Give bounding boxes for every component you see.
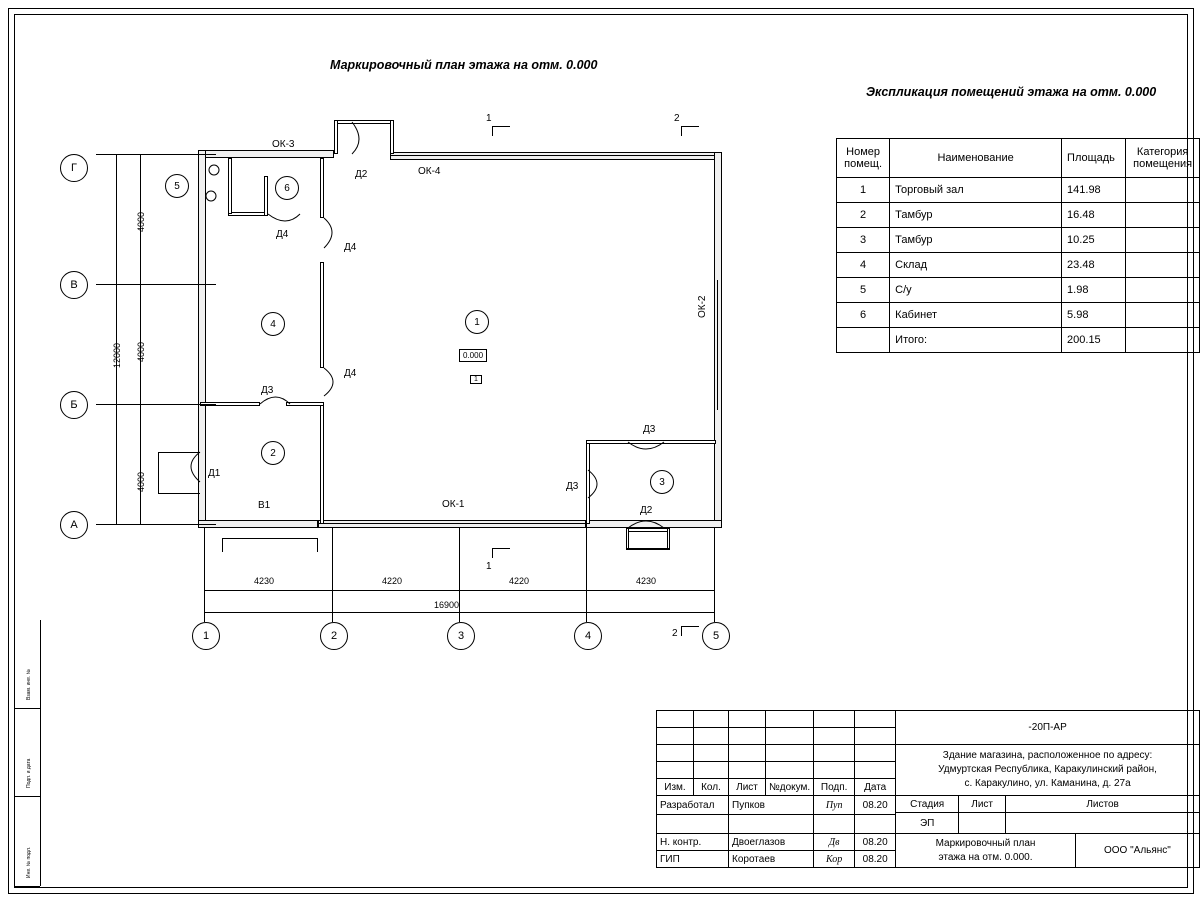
table-row [837, 253, 1200, 278]
cell-area: 10.25 [1062, 228, 1126, 253]
table-row [837, 278, 1200, 303]
label-door-d4-c: Д4 [344, 368, 357, 379]
name-0: Пупков [729, 796, 814, 815]
dim-bottom-3: 4220 [509, 576, 530, 586]
plan-title: Маркировочный план этажа на отм. 0.000 [330, 58, 598, 72]
section-mark-1-bottom: 1 [486, 561, 492, 572]
company-name: ООО "Альянс" [1075, 834, 1199, 868]
axis-bubble-b: Б [60, 391, 88, 419]
room-bubble-3: 3 [650, 470, 674, 494]
cell-kat [1126, 278, 1200, 303]
sign-0: Пуп [814, 796, 855, 815]
cell-number: 2 [837, 203, 890, 228]
col-kol: Кол. [694, 779, 729, 796]
cell-number: 5 [837, 278, 890, 303]
dim-b-t3 [459, 585, 460, 595]
label-gate-v1: В1 [258, 500, 271, 511]
section-line-1-top [492, 126, 493, 136]
role-1 [657, 815, 729, 834]
label-ok2: ОК-2 [697, 295, 708, 318]
section-line-2-bottom [681, 626, 682, 636]
cell-number: 6 [837, 303, 890, 328]
table-row [837, 303, 1200, 328]
explication-table [836, 138, 1200, 353]
name-2: Двоеглазов [729, 834, 814, 851]
axis-bubble-3: 3 [447, 622, 475, 650]
stamp-row-ncontr [657, 834, 1200, 851]
object-line-2: с. Каракулино, ул. Каманина, д. 27а [964, 778, 1131, 789]
cell-number: 3 [837, 228, 890, 253]
dim-total-line [204, 612, 714, 613]
axis-ext-3 [459, 528, 460, 622]
dim-bottom-2: 4220 [382, 576, 403, 586]
dim-left-total-line [116, 154, 117, 524]
cell-number: 4 [837, 253, 890, 278]
stamp-row-developer [657, 796, 1200, 815]
cell-name: Кабинет [890, 303, 1062, 328]
th-kat: Категория помещения [1126, 139, 1200, 178]
room-bubble-6: 6 [275, 176, 299, 200]
title-block [656, 710, 1200, 868]
dim-left-1: 4000 [136, 211, 146, 232]
axis-ext-b [96, 404, 216, 405]
dim-left-3: 4000 [136, 471, 146, 492]
col-data: Дата [855, 779, 896, 796]
cell-name: С/у [890, 278, 1062, 303]
dim-bottom-4: 4230 [636, 576, 657, 586]
section-mark-1-top: 1 [486, 113, 492, 124]
cell-area: 16.48 [1062, 203, 1126, 228]
th-area: Площадь [1062, 139, 1126, 178]
side-strip-label-1: Подп. и дата [26, 758, 32, 788]
date-0: 08.20 [855, 796, 896, 815]
dim-left-2: 4000 [136, 341, 146, 362]
date-1 [855, 815, 896, 834]
label-door-d4-b: Д4 [344, 242, 357, 253]
cell-kat [1126, 303, 1200, 328]
cell-kat [1126, 253, 1200, 278]
col-podp: Подп. [814, 779, 855, 796]
explication-title: Экспликация помещений этажа на отм. 0.000 [866, 85, 1157, 99]
room-bubble-1: 1 [465, 310, 489, 334]
axis-ext-1 [204, 528, 205, 622]
name-3: Коротаев [729, 851, 814, 868]
cell-total-area: 200.15 [1062, 328, 1126, 353]
axis-bubble-5: 5 [702, 622, 730, 650]
axis-ext-g [96, 154, 216, 155]
stage-header-0: Стадия [896, 796, 959, 813]
dim-b-t4 [586, 585, 587, 595]
cell-total-empty [837, 328, 890, 353]
label-door-d3-top-right: Д3 [643, 424, 656, 435]
title-block-table [656, 710, 1200, 868]
room-bubble-4: 4 [261, 312, 285, 336]
dim-b-t1 [204, 585, 205, 595]
room-bubble-2: 2 [261, 441, 285, 465]
date-3: 08.20 [855, 851, 896, 868]
cell-kat [1126, 228, 1200, 253]
dim-left-t1 [136, 154, 145, 155]
role-2: Н. контр. [657, 834, 729, 851]
section-arrow-1-top [492, 126, 510, 127]
table-row [837, 228, 1200, 253]
section-line-2-top [681, 126, 682, 136]
side-strip-label-0: Взам. инв. № [26, 669, 32, 700]
role-3: ГИП [657, 851, 729, 868]
cell-kat [1126, 178, 1200, 203]
level-tag: 1 [470, 375, 482, 384]
stamp-code: -20П-АР [1028, 722, 1067, 733]
label-ok1: ОК-1 [442, 499, 465, 510]
cell-name: Торговый зал [890, 178, 1062, 203]
stage-value-1 [959, 813, 1006, 834]
label-door-d1: Д1 [208, 468, 221, 479]
label-door-d2-top: Д2 [355, 169, 368, 180]
table-header-row [837, 139, 1200, 178]
side-strip-label-2: Инв. № подл. [26, 846, 32, 878]
name-1 [729, 815, 814, 834]
cell-area: 23.48 [1062, 253, 1126, 278]
cell-kat [1126, 203, 1200, 228]
stamp-row-blank3 [657, 745, 1200, 762]
label-ok3: ОК-3 [272, 139, 295, 150]
cell-number: 1 [837, 178, 890, 203]
dim-left-t2 [136, 284, 145, 285]
axis-ext-4 [586, 528, 587, 622]
section-arrow-2-bottom [681, 626, 699, 627]
col-ndok: №докум. [766, 779, 814, 796]
table-row [837, 203, 1200, 228]
dim-total: 16900 [434, 600, 460, 610]
section-line-1-bottom [492, 548, 493, 558]
stage-header-2: Листов [1006, 796, 1199, 813]
axis-ext-v [96, 284, 216, 285]
label-door-d3-right: Д3 [566, 481, 579, 492]
section-mark-2-bottom: 2 [672, 628, 678, 639]
th-number [837, 139, 890, 178]
axis-bubble-v: В [60, 271, 88, 299]
stage-header-1: Лист [959, 796, 1006, 813]
cell-name: Тамбур [890, 203, 1062, 228]
cell-name: Тамбур [890, 228, 1062, 253]
stage-value-2 [1006, 813, 1199, 834]
sign-2: Дв [814, 834, 855, 851]
section-arrow-2-top [681, 126, 699, 127]
cell-area: 141.98 [1062, 178, 1126, 203]
axis-bubble-g: Г [60, 154, 88, 182]
table-row [837, 178, 1200, 203]
axis-bubble-1: 1 [192, 622, 220, 650]
dim-left-t4 [136, 524, 145, 525]
label-door-d2-bottom: Д2 [640, 505, 653, 516]
cell-area: 1.98 [1062, 278, 1126, 303]
role-0: Разработал [657, 796, 729, 815]
sheet-name-line-1: этажа на отм. 0.000. [938, 851, 1033, 863]
level-mark: 0.000 [459, 349, 487, 362]
table-total-row [837, 328, 1200, 353]
room-bubble-5: 5 [165, 174, 189, 198]
dim-b-t2 [332, 585, 333, 595]
cell-total-kat [1126, 328, 1200, 353]
section-mark-2-top: 2 [674, 113, 680, 124]
axis-ext-a [96, 524, 216, 525]
axis-ext-5 [714, 528, 715, 622]
object-line-1: Удмуртская Республика, Каракулинский район, [938, 764, 1157, 775]
sign-1 [814, 815, 855, 834]
dim-b-t5 [714, 585, 715, 595]
dim-left-total: 12000 [112, 342, 122, 368]
dim-bottom-1: 4230 [254, 576, 275, 586]
sheet-name-line-0: Маркировочный план [935, 837, 1036, 849]
date-2: 08.20 [855, 834, 896, 851]
axis-bubble-2: 2 [320, 622, 348, 650]
axis-bubble-4: 4 [574, 622, 602, 650]
label-ok4: ОК-4 [418, 166, 441, 177]
cell-total-label: Итого: [890, 328, 1062, 353]
col-list: Лист [729, 779, 766, 796]
th-number-label: Номер помещ. [844, 146, 883, 170]
col-izm: Изм. [657, 779, 694, 796]
th-name: Наименование [890, 139, 1062, 178]
dim-left-t3 [136, 404, 145, 405]
stamp-row-blank [657, 711, 1200, 728]
dim-left-chain [140, 154, 141, 524]
section-arrow-1-bottom [492, 548, 510, 549]
axis-bubble-a: А [60, 511, 88, 539]
axis-ext-2 [332, 528, 333, 622]
sign-3: Кор [814, 851, 855, 868]
label-door-d3-left: Д3 [261, 385, 274, 396]
cell-area: 5.98 [1062, 303, 1126, 328]
stage-value-0: ЭП [896, 813, 959, 834]
cell-name: Склад [890, 253, 1062, 278]
object-line-0: Здание магазина, расположенное по адресу: [942, 750, 1153, 761]
label-door-d4-a: Д4 [276, 229, 289, 240]
